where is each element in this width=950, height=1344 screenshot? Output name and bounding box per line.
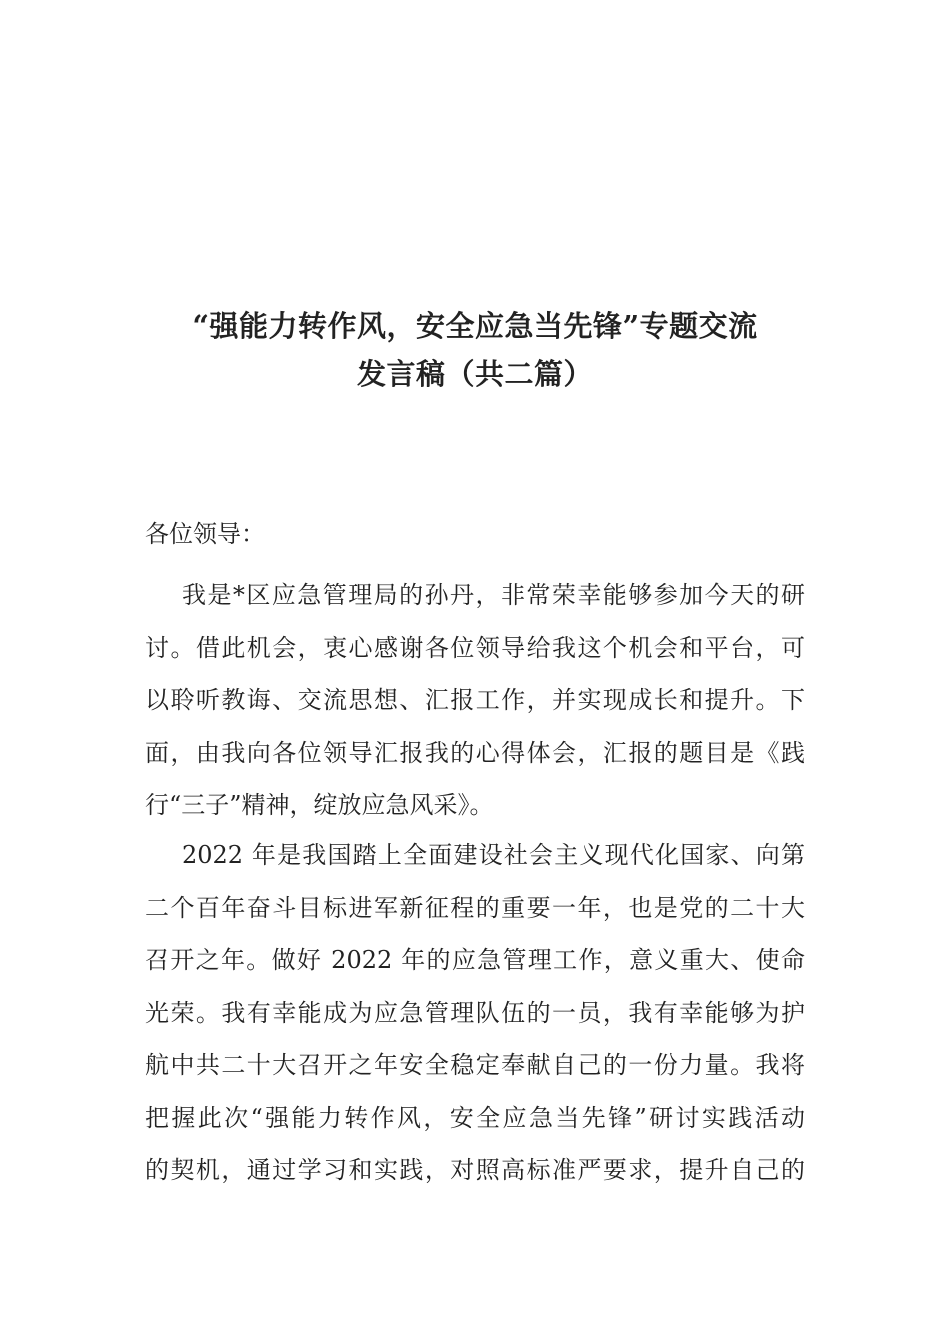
- paragraph-line: 的契机，通过学习和实践，对照高标准严要求，提升自己的: [145, 1156, 805, 1184]
- title-line-2: 发言稿（共二篇）: [356, 357, 593, 391]
- paragraph-line: 2022 年是我国踏上全面建设社会主义现代化国家、向第: [182, 841, 805, 869]
- title-line-1: “强能力转作风，安全应急当先锋”专题交流: [192, 309, 758, 343]
- paragraph-line: 我是*区应急管理局的孙丹，非常荣幸能够参加今天的研: [182, 581, 805, 609]
- paragraph-line: 面，由我向各位领导汇报我的心得体会，汇报的题目是《践: [145, 738, 805, 767]
- paragraph-line: 讨。借此机会，衷心感谢各位领导给我这个机会和平台，可: [145, 633, 805, 662]
- paragraph-1: [145, 569, 805, 832]
- paragraph-line: 召开之年。做好 2022 年的应急管理工作，意义重大、使命: [145, 946, 805, 974]
- paragraph-line: 光荣。我有幸能成为应急管理队伍的一员，我有幸能够为护: [145, 998, 805, 1027]
- paragraph-line: 行“三子”精神，绽放应急风采》。: [145, 791, 494, 819]
- paragraph-line: 把握此次“强能力转作风，安全应急当先锋”研讨实践活动: [145, 1103, 805, 1132]
- salutation: [145, 508, 805, 561]
- paragraph-line: 航中共二十大召开之年安全稳定奉献自己的一份力量。我将: [145, 1051, 805, 1079]
- paragraph-2: [145, 829, 805, 1197]
- salutation-text: 各位领导：: [145, 520, 265, 548]
- paragraph-line: 以聆听教诲、交流思想、汇报工作，并实现成长和提升。下: [145, 686, 805, 714]
- document-title: [145, 302, 805, 398]
- paragraph-line: 二个百年奋斗目标进军新征程的重要一年，也是党的二十大: [145, 893, 805, 922]
